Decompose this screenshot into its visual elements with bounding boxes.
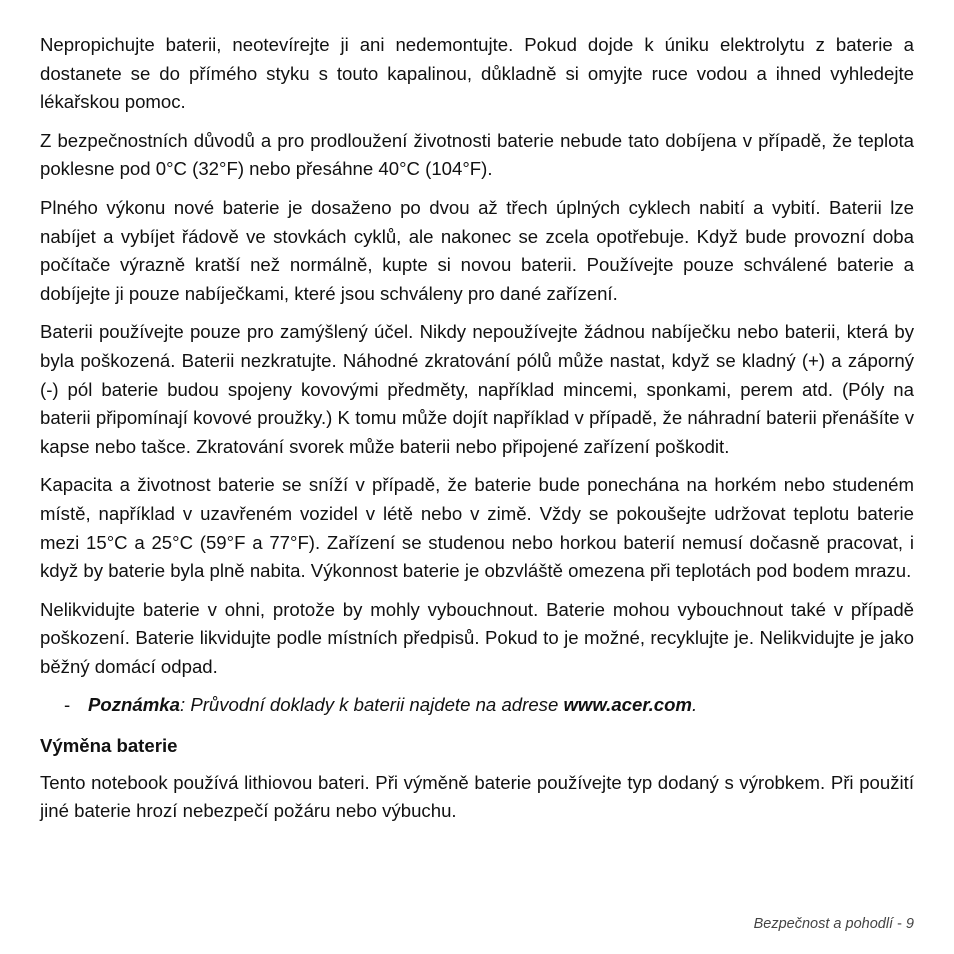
footer-title: Bezpečnost a pohodlí	[753, 916, 894, 932]
paragraph-capacity-temperature: Kapacita a životnost baterie se sníží v případě, že baterie bude ponechána na horkém nebo studeném místě, například v uzavřeném vozidel v létě nebo v zimě. Vždy se pokoušejte udržovat teplotu baterie mezi 15°C a 25°C (59°F a 77°F). Zařízení se studenou nebo horkou baterií nemusí dočasně pracovat, i když by baterie byla plně nabita. Výkonnost baterie je obzvláště omezena při teplotách pod bodem mrazu.	[40, 474, 914, 582]
paragraph-puncture-warning: Nepropichujte baterii, neotevírejte ji ani nedemontujte. Pokud dojde k úniku elektrolytu z baterie a dostanete se do přímého styku s touto kapalinou, důkladně si omyjte ruce vodou a ihned vyhledejte lékařskou pomoc.	[40, 34, 914, 113]
paragraph-disposal: Nelikvidujte baterie v ohni, protože by mohly vybouchnout. Baterie mohou vybouchnout také v případě poškození. Baterie likvidujte podle místních předpisů. Pokud to je možné, recyklujte je. Nelikvidujte je jako běžný domácí odpad.	[40, 598, 914, 677]
note-link[interactable]: www.acer.com	[563, 694, 692, 716]
document-page	[40, 31, 914, 836]
note-end: .	[691, 694, 698, 716]
page-footer	[754, 916, 914, 932]
footer-separator: -	[897, 916, 902, 932]
note-label: Poznámka	[88, 694, 180, 716]
note-text: : Průvodní doklady k baterii najdete na adrese	[179, 694, 564, 716]
note-line	[40, 691, 914, 720]
paragraph-short-circuit: Baterii používejte pouze pro zamýšlený účel. Nikdy nepoužívejte žádnou nabíječku nebo baterii, která by byla poškozená. Baterii nezkratujte. Náhodné zkratování pólů může nastat, když se kladný (+) a záporný (-) pól baterie budou spojeny kovovými předměty, například mincemi, sponkami, perem atd. (Póly na baterii připomínají kovové proužky.) K tomu může dojít například v případě, že náhradní baterii přenášíte v kapse nebo tašce. Zkratování svorek může baterii nebo připojené zařízení poškodit.	[40, 321, 914, 457]
section-heading: Výměna baterie	[40, 735, 178, 757]
page-number: 9	[905, 916, 914, 932]
paragraph-battery-cycles: Plného výkonu nové baterie je dosaženo po dvou až třech úplných cyklech nabití a vybití. Baterii lze nabíjet a vybíjet řádově ve stovkách cyklů, ale nakonec se zcela opotřebuje. Když bude provozní doba počítače výrazně kratší než normálně, kupte si novou baterii. Používejte pouze schválené baterie a dobíjejte ji pouze nabíječkami, které jsou schváleny pro dané zařízení.	[40, 196, 914, 304]
paragraph-replacement: Tento notebook používá lithiovou bateri. Při výměně baterie používejte typ dodaný s výrobkem. Při použití jiné baterie hrozí nebezpečí požáru nebo výbuchu.	[40, 771, 914, 822]
note-bullet: -	[64, 694, 71, 716]
paragraph-temperature-charging: Z bezpečnostních důvodů a pro prodloužení životnosti baterie nebude tato dobíjena v případě, že teplota poklesne pod 0°C (32°F) nebo přesáhne 40°C (104°F).	[40, 129, 914, 180]
